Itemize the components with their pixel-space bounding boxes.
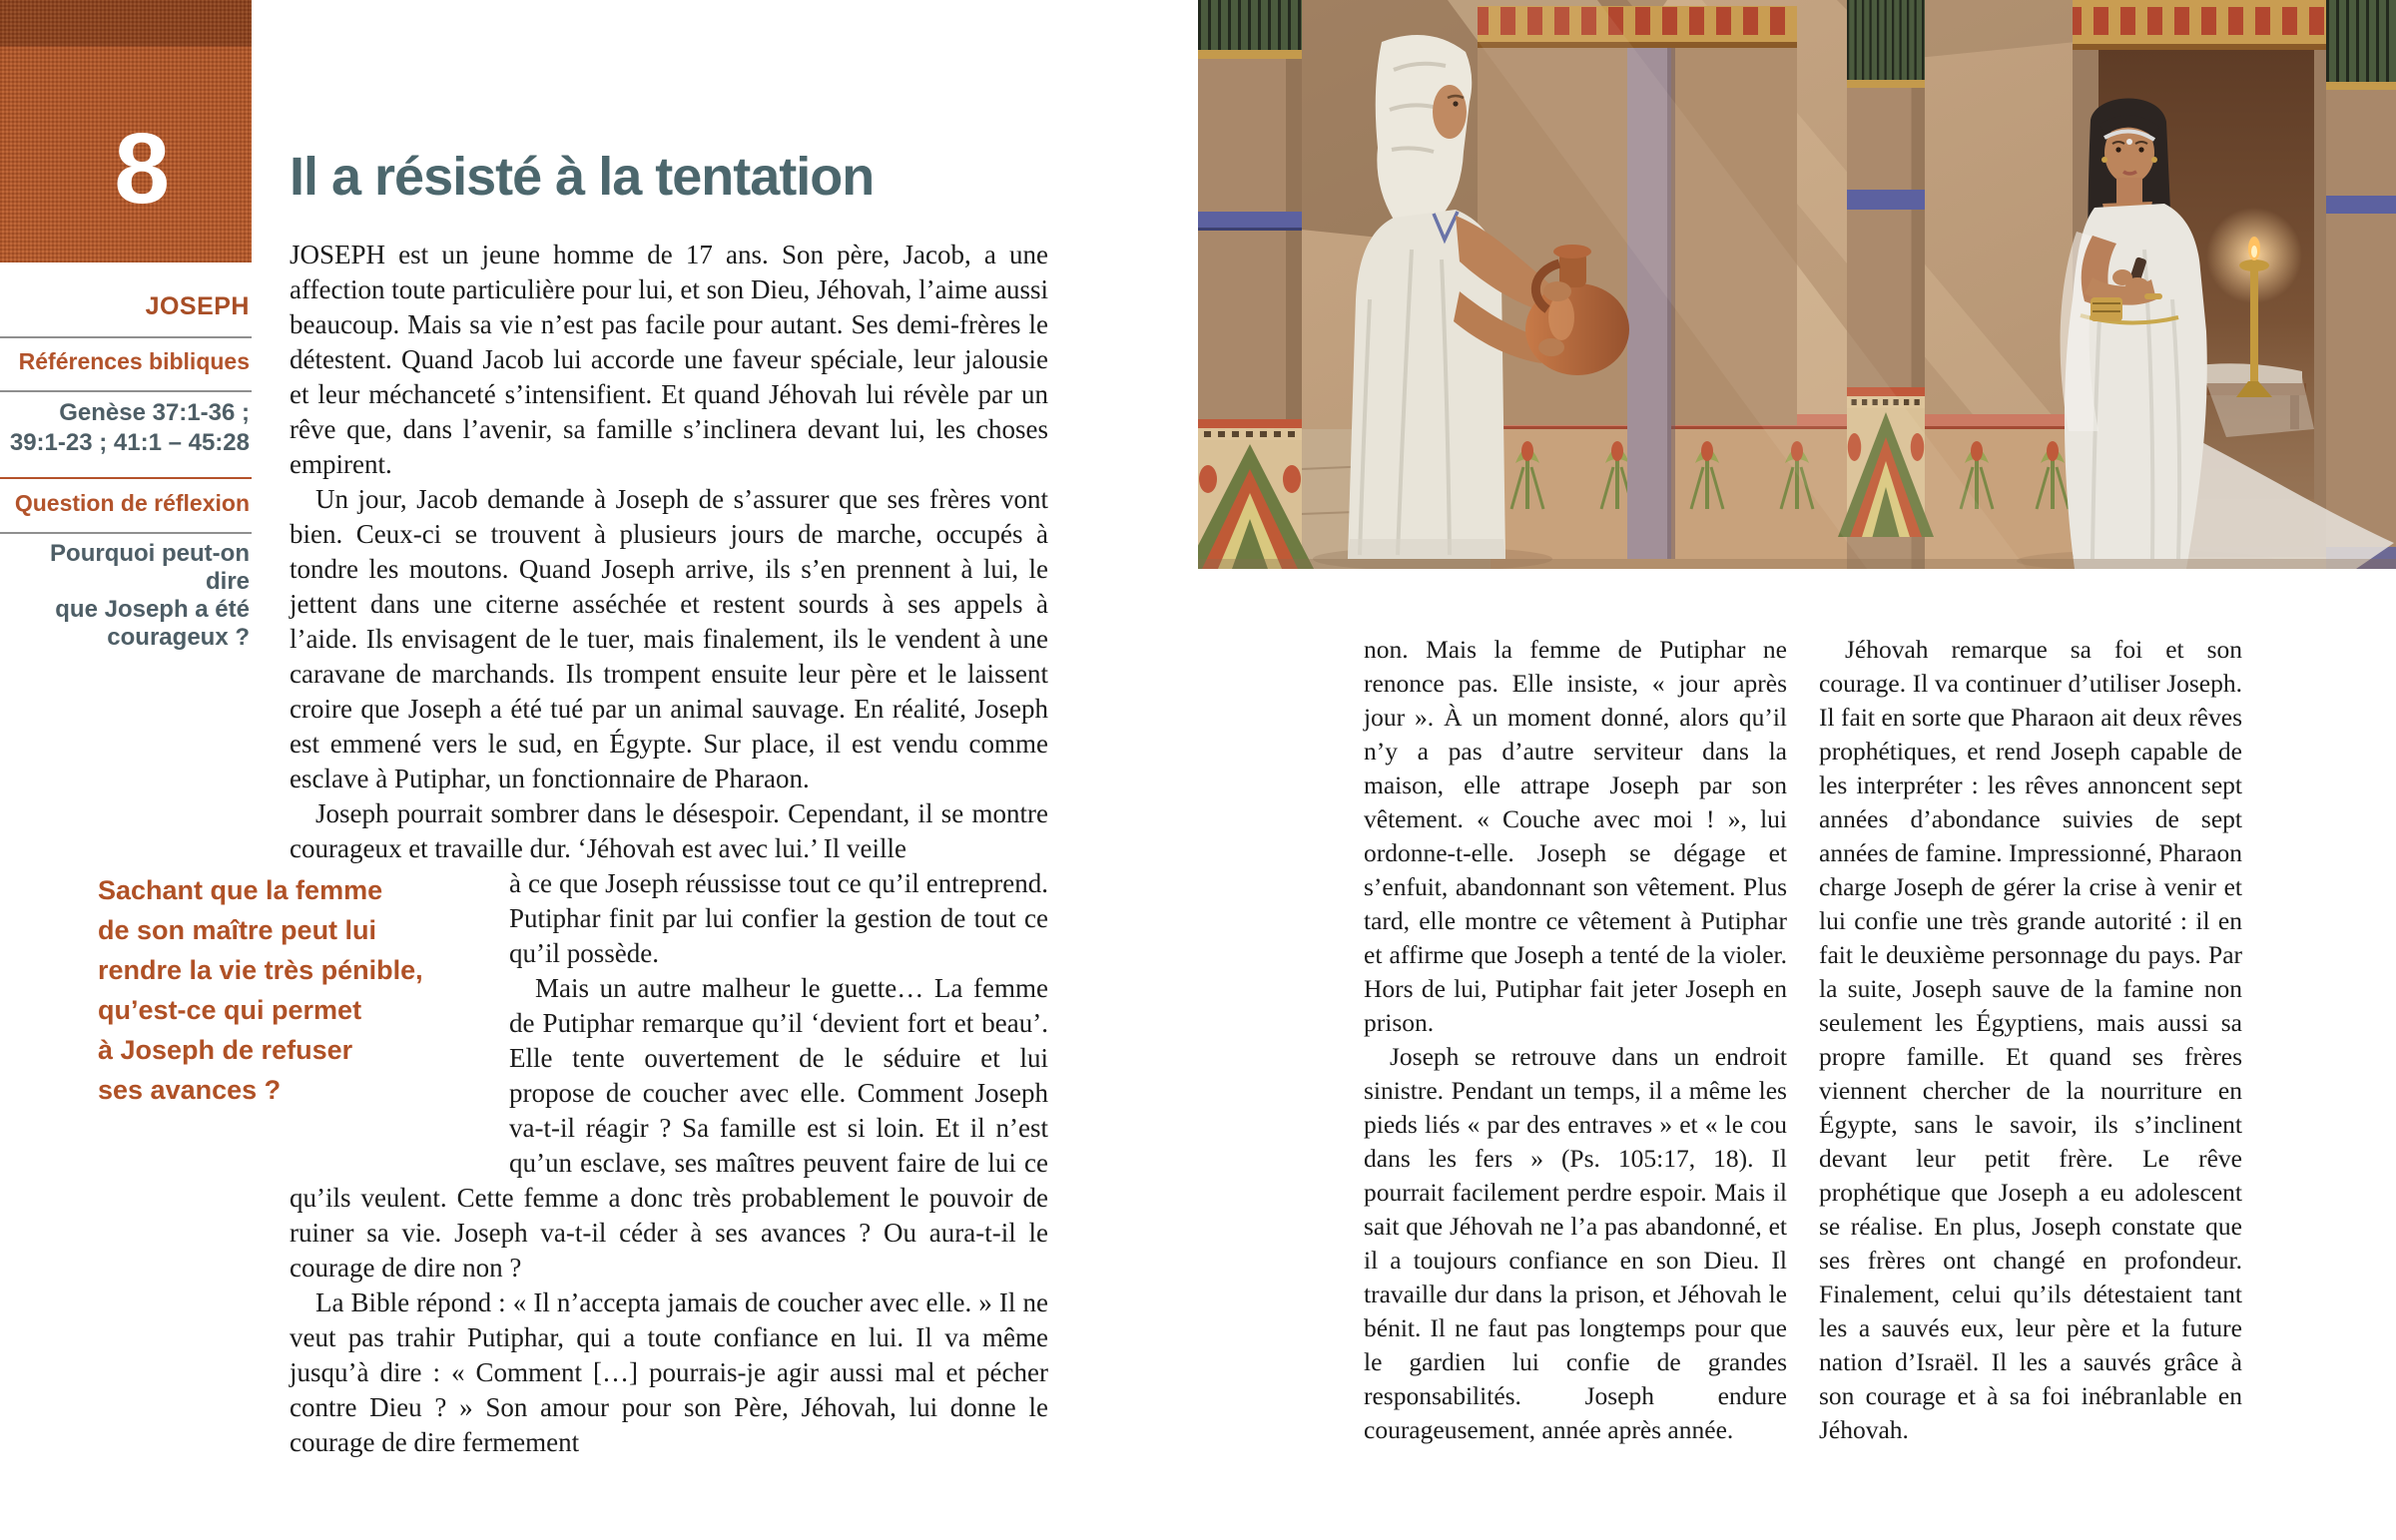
sidebar-divider: [0, 390, 252, 392]
sidebar: [0, 0, 252, 699]
floor-line: [1198, 559, 2396, 569]
text-wrap-block: [98, 866, 1048, 1285]
sidebar-divider: [0, 336, 252, 338]
reflection-question: [0, 540, 250, 652]
body-paragraph: Mais un autre malheur le guette… La femme de Putiphar remarque qu’il ‘devient fort et beau’. Elle tente ouvertement de le séduire et lui propose de coucher avec elle. Comment Joseph va-t-il réagir ? Sa famille est si loin. Et il n’est qu’un esclave, ses maîtres peuvent faire de lui ce qu’ils veulent. Cette femme a donc très probablement le pouvoir de ruiner sa vie. Joseph va-t-il céder à ses avances ? Ou aura-t-il le courage de dire non ?: [290, 973, 1048, 1283]
body-paragraph: Jéhovah remarque sa foi et son courage. Il va continuer d’utiliser Joseph. Il fait en sorte que Pharaon ait deux rêves prophétiques, et rend Joseph capable de les interpréter : les rêves annoncent sept années d’abondance suivies de sept années de famine. Impressionné, Pharaon charge Joseph de gérer la crise à venir et lui confie une très grande autorité : il en fait le deuxième personnage du pays. Par la suite, Joseph sauve de la famine non seulement les Égyptiens, mais aussi sa propre famille. Et quand ses frères viennent chercher de la nourriture en Égypte, sans le savoir, ils s’inclinent devant leur petit frère. Le rêve prophétique que Joseph a eu adolescent se réalise. En plus, Joseph constate que ses frères ont changé en profondeur. Finalement, celui qu’ils détestaient tant les a sauvés eux, leur père et la future nation d’Israël. Il les a sauvés grâce à son courage et à sa foi inébranlable en Jéhovah.: [1819, 635, 2242, 1444]
sidebar-divider-orange: [0, 477, 252, 479]
text-column-right: [1819, 633, 2242, 1447]
body-paragraph: Un jour, Jacob demande à Joseph de s’assurer que ses frères vont bien. Ceux-ci se trouvent à plusieurs jours de marche, occupés à tondre les moutons. Quand Joseph arrive, ils s’en prennent à lui, le jettent dans une citerne asséchée et restent sourds à ses appels à l’aide. Ils envisagent de le tuer, mais finalement, ils le vendent à une caravane de marchands. Ils trompent ensuite leur père et le laissent croire que Joseph a été tué par un animal sauvage. En réalité, Joseph est emmené vers le sud, en Égypte. Sur place, il est vendu comme esclave à Putiphar, un fonctionnaire de Pharaon.: [290, 484, 1048, 793]
body-paragraph: La Bible répond : « Il n’accepta jamais de coucher avec elle. » Il ne veut pas trahir Putiphar, qui a toute confiance en lui. Il va même jusqu’à dire : « Comment […] pourrais-je agir aussi mal et pécher contre Dieu ? » Son amour pour son Père, Jéhovah, lui donne le courage de dire fermement: [290, 1287, 1048, 1457]
chapter-number: 8: [114, 113, 170, 225]
person-name-label: JOSEPH: [145, 292, 250, 320]
pull-quote-line: de son maître peut lui: [98, 915, 377, 945]
pull-quote-line: Sachant que la femme: [98, 875, 383, 905]
reflection-question-line: courageux ?: [107, 624, 250, 651]
illustration-joseph-and-potiphars-wife: [1198, 0, 2396, 569]
bottom-text-columns: [1364, 633, 2242, 1447]
body-paragraph: non. Mais la femme de Putiphar ne renonce pas. Elle insiste, « jour après jour ». À un moment donné, alors qu’il n’y a pas d’autre serviteur dans la maison, elle attrape Joseph par son vêtement. « Couche avec moi ! », lui ordonne-t-elle. Joseph se dégage et s’enfuit, abandonnant son vêtement. Plus tard, elle montre ce vêtement à Putiphar et affirme que Joseph a tenté de la violer. Hors de lui, Putiphar fait jeter Joseph en prison.: [1364, 635, 1787, 1037]
illustration-canvas: [1198, 0, 2396, 569]
reflection-question-line: que Joseph a été: [55, 596, 250, 623]
body-paragraph: à ce que Joseph réussisse tout ce qu’il entreprend. Putiphar finit par lui confier la gestion de tout ce qu’il possède.: [509, 868, 1048, 968]
scripture-reference-line: 39:1-23 ; 41:1 – 45:28: [9, 429, 250, 456]
text-column-middle: [1364, 633, 1787, 1447]
sidebar-divider: [0, 532, 252, 534]
body-paragraph: JOSEPH est un jeune homme de 17 ans. Son père, Jacob, a une affection toute particulière pour lui, et son Dieu, Jéhovah, l’aime aussi beaucoup. Mais sa vie n’est pas facile pour autant. Ses demi-frères le détestent. Quand Jacob lui accorde une faveur spéciale, leur jalousie et leur méchanceté s’intensifient. Et quand Jéhovah lui révèle par un rêve que, dans l’avenir, sa famille s’inclinera devant lui, les choses empirent.: [290, 240, 1048, 479]
body-paragraph: Joseph pourrait sombrer dans le désespoir. Cependant, il se montre courageux et travaille dur. ‘Jéhovah est avec lui.’ Il veille: [290, 798, 1048, 863]
reflection-question-line: Pourquoi peut-on dire: [50, 540, 250, 595]
pull-quote-line: ses avances ?: [98, 1075, 282, 1105]
page-title: Il a résisté à la tentation: [290, 147, 875, 207]
scripture-references: [0, 398, 250, 458]
question-heading: Question de réflexion: [14, 490, 250, 516]
pull-quote-line: à Joseph de refuser: [98, 1035, 353, 1065]
egyptian-column-left: [1198, 0, 1314, 569]
pull-quote-line: qu’est-ce qui permet: [98, 995, 362, 1025]
body-paragraph: Joseph se retrouve dans un endroit sinistre. Pendant un temps, il a même les pieds liés « par des entraves » et « le cou dans les fers » (Ps. 105:17, 18). Il pourrait facilement perdre espoir. Mais il sait que Jéhovah ne l’a pas abandonné, et il a toujours confiance en son Dieu. Il travaille dur dans la prison, et Jéhovah le bénit. Il ne faut pas longtemps pour que le gardien lui confie de grandes responsabilités. Joseph endure courageusement, année après année.: [1364, 1042, 1787, 1444]
egyptian-column-right: [2326, 0, 2396, 569]
scripture-reference-line: Genèse 37:1-36 ;: [59, 399, 250, 426]
pull-quote-line: rendre la vie très pénible,: [98, 955, 423, 985]
gold-cuff-bracelet: [2091, 297, 2122, 321]
pull-quote: [98, 870, 442, 1166]
references-heading: Références bibliques: [18, 348, 250, 374]
